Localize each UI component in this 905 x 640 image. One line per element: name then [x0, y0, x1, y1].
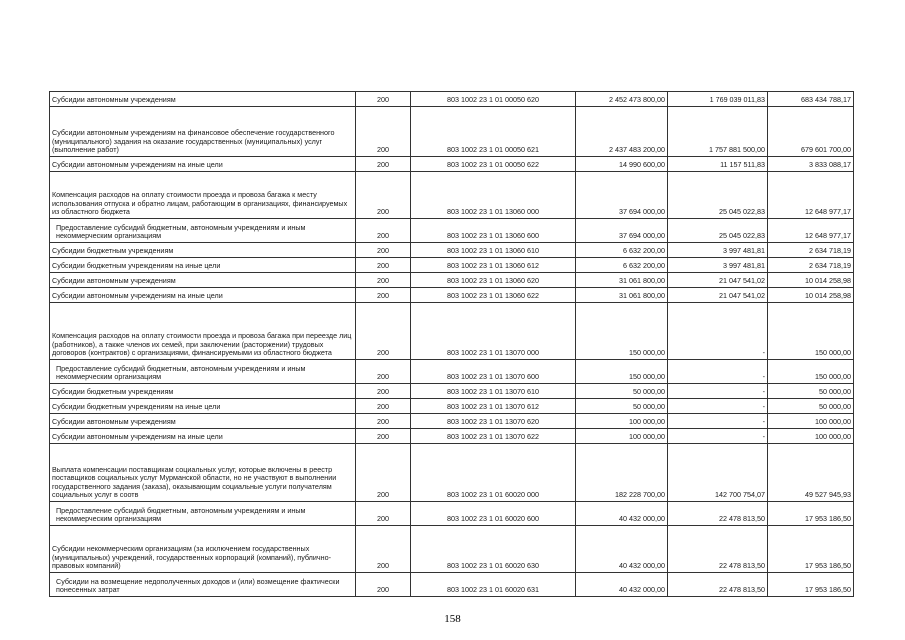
row-executed-cell: -: [668, 384, 768, 399]
row-code-cell: 200: [356, 303, 411, 360]
row-kbk-cell: 803 1002 23 1 01 13070 600: [411, 360, 576, 384]
row-unexecuted-cell: 100 000,00: [768, 414, 854, 429]
row-approved-cell: 40 432 000,00: [576, 573, 668, 597]
row-unexecuted-cell: 2 634 718,19: [768, 258, 854, 273]
row-unexecuted-cell: 17 953 186,50: [768, 526, 854, 573]
row-executed-cell: 21 047 541,02: [668, 288, 768, 303]
row-name-cell: Субсидии некоммерческим организациям (за исключением государственных (муниципальных) учреждений, государственных корпораций (компаний), публично-правовых компаний): [50, 526, 356, 573]
table-row: [50, 429, 854, 444]
row-unexecuted-cell: 50 000,00: [768, 399, 854, 414]
row-name-cell: Субсидии автономным учреждениям на финансовое обеспечение государственного (муниципального) задания на оказание государственных (муниципальных) услуг (выполнение работ): [50, 107, 356, 157]
row-name-cell: Субсидии автономным учреждениям: [50, 414, 356, 429]
row-executed-cell: 25 045 022,83: [668, 172, 768, 219]
row-kbk-cell: 803 1002 23 1 01 13070 612: [411, 399, 576, 414]
row-kbk-cell: 803 1002 23 1 01 60020 631: [411, 573, 576, 597]
row-kbk-cell: 803 1002 23 1 01 13070 610: [411, 384, 576, 399]
row-unexecuted-cell: 150 000,00: [768, 303, 854, 360]
row-approved-cell: 100 000,00: [576, 414, 668, 429]
row-unexecuted-cell: 10 014 258,98: [768, 273, 854, 288]
table-row: [50, 243, 854, 258]
row-executed-cell: 22 478 813,50: [668, 502, 768, 526]
row-name-cell: Субсидии автономным учреждениям на иные цели: [50, 157, 356, 172]
row-executed-cell: 22 478 813,50: [668, 526, 768, 573]
table-row: [50, 172, 854, 219]
table-row: [50, 384, 854, 399]
row-approved-cell: 2 437 483 200,00: [576, 107, 668, 157]
row-executed-cell: 3 997 481,81: [668, 258, 768, 273]
budget-table-body: [50, 92, 854, 597]
budget-table: [49, 91, 854, 597]
row-kbk-cell: 803 1002 23 1 01 13060 612: [411, 258, 576, 273]
table-row: [50, 444, 854, 502]
row-code-cell: 200: [356, 429, 411, 444]
table-row: [50, 414, 854, 429]
row-approved-cell: 182 228 700,00: [576, 444, 668, 502]
row-kbk-cell: 803 1002 23 1 01 60020 000: [411, 444, 576, 502]
row-code-cell: 200: [356, 219, 411, 243]
table-row: [50, 502, 854, 526]
row-kbk-cell: 803 1002 23 1 01 13070 000: [411, 303, 576, 360]
row-executed-cell: 22 478 813,50: [668, 573, 768, 597]
row-name-cell: Выплата компенсации поставщикам социальных услуг, которые включены в реестр поставщиков социальных услуг Мурманской области, но не участвуют в выполнении государственного задания (заказа), оказывающим социальные услуги получателям социальных услуг в соотв: [50, 444, 356, 502]
row-code-cell: 200: [356, 384, 411, 399]
row-executed-cell: -: [668, 414, 768, 429]
row-kbk-cell: 803 1002 23 1 01 13070 622: [411, 429, 576, 444]
row-unexecuted-cell: 12 648 977,17: [768, 172, 854, 219]
row-approved-cell: 50 000,00: [576, 399, 668, 414]
row-code-cell: 200: [356, 288, 411, 303]
row-name-cell: Субсидии бюджетным учреждениям: [50, 243, 356, 258]
row-executed-cell: 1 769 039 011,83: [668, 92, 768, 107]
row-approved-cell: 150 000,00: [576, 303, 668, 360]
row-kbk-cell: 803 1002 23 1 01 13060 600: [411, 219, 576, 243]
row-code-cell: 200: [356, 273, 411, 288]
table-row: [50, 107, 854, 157]
row-approved-cell: 14 990 600,00: [576, 157, 668, 172]
row-unexecuted-cell: 12 648 977,17: [768, 219, 854, 243]
row-code-cell: 200: [356, 414, 411, 429]
row-name-cell: Субсидии автономным учреждениям: [50, 92, 356, 107]
page-number: 158: [444, 613, 461, 625]
table-row: [50, 360, 854, 384]
row-kbk-cell: 803 1002 23 1 01 60020 600: [411, 502, 576, 526]
row-approved-cell: 37 694 000,00: [576, 219, 668, 243]
row-unexecuted-cell: 679 601 700,00: [768, 107, 854, 157]
row-executed-cell: 11 157 511,83: [668, 157, 768, 172]
row-code-cell: 200: [356, 573, 411, 597]
table-row: [50, 303, 854, 360]
row-approved-cell: 37 694 000,00: [576, 172, 668, 219]
table-row: [50, 273, 854, 288]
row-unexecuted-cell: 50 000,00: [768, 384, 854, 399]
row-code-cell: 200: [356, 258, 411, 273]
row-name-cell: Предоставление субсидий бюджетным, автономным учреждениям и иным некоммерческим организациям: [50, 360, 356, 384]
row-code-cell: 200: [356, 444, 411, 502]
row-kbk-cell: 803 1002 23 1 01 60020 630: [411, 526, 576, 573]
row-approved-cell: 150 000,00: [576, 360, 668, 384]
row-unexecuted-cell: 2 634 718,19: [768, 243, 854, 258]
row-approved-cell: 6 632 200,00: [576, 243, 668, 258]
row-approved-cell: 100 000,00: [576, 429, 668, 444]
row-code-cell: 200: [356, 107, 411, 157]
row-kbk-cell: 803 1002 23 1 01 13060 620: [411, 273, 576, 288]
row-kbk-cell: 803 1002 23 1 01 13060 000: [411, 172, 576, 219]
row-approved-cell: 6 632 200,00: [576, 258, 668, 273]
row-executed-cell: 1 757 881 500,00: [668, 107, 768, 157]
row-name-cell: Предоставление субсидий бюджетным, автономным учреждениям и иным некоммерческим организациям: [50, 219, 356, 243]
row-name-cell: Субсидии бюджетным учреждениям на иные цели: [50, 399, 356, 414]
row-kbk-cell: 803 1002 23 1 01 13070 620: [411, 414, 576, 429]
row-kbk-cell: 803 1002 23 1 01 00050 622: [411, 157, 576, 172]
row-kbk-cell: 803 1002 23 1 01 13060 610: [411, 243, 576, 258]
row-unexecuted-cell: 17 953 186,50: [768, 573, 854, 597]
row-name-cell: Компенсация расходов на оплату стоимости проезда и провоза багажа при переезде лиц (работников), а также членов их семей, при заключении (расторжении) трудовых договоров (контрактов) с организациями, финансируемыми из областного бюджета: [50, 303, 356, 360]
row-unexecuted-cell: 3 833 088,17: [768, 157, 854, 172]
row-approved-cell: 31 061 800,00: [576, 288, 668, 303]
row-unexecuted-cell: 17 953 186,50: [768, 502, 854, 526]
row-name-cell: Компенсация расходов на оплату стоимости проезда и провоза багажа к месту использования отпуска и обратно лицам, работающим в организациях, финансируемых из областного бюджета: [50, 172, 356, 219]
row-name-cell: Субсидии бюджетным учреждениям на иные цели: [50, 258, 356, 273]
row-unexecuted-cell: 150 000,00: [768, 360, 854, 384]
row-approved-cell: 50 000,00: [576, 384, 668, 399]
table-row: [50, 157, 854, 172]
row-code-cell: 200: [356, 243, 411, 258]
row-executed-cell: 21 047 541,02: [668, 273, 768, 288]
row-kbk-cell: 803 1002 23 1 01 00050 620: [411, 92, 576, 107]
row-code-cell: 200: [356, 92, 411, 107]
row-code-cell: 200: [356, 157, 411, 172]
row-code-cell: 200: [356, 399, 411, 414]
table-row: [50, 399, 854, 414]
row-name-cell: Предоставление субсидий бюджетным, автономным учреждениям и иным некоммерческим организациям: [50, 502, 356, 526]
table-row: [50, 288, 854, 303]
row-name-cell: Субсидии бюджетным учреждениям: [50, 384, 356, 399]
row-unexecuted-cell: 100 000,00: [768, 429, 854, 444]
row-executed-cell: -: [668, 399, 768, 414]
row-executed-cell: 142 700 754,07: [668, 444, 768, 502]
row-executed-cell: -: [668, 429, 768, 444]
table-row: [50, 92, 854, 107]
row-name-cell: Субсидии на возмещение недополученных доходов и (или) возмещение фактически понесенных затрат: [50, 573, 356, 597]
row-approved-cell: 31 061 800,00: [576, 273, 668, 288]
row-unexecuted-cell: 683 434 788,17: [768, 92, 854, 107]
row-approved-cell: 40 432 000,00: [576, 502, 668, 526]
table-row: [50, 219, 854, 243]
table-row: [50, 573, 854, 597]
row-executed-cell: 25 045 022,83: [668, 219, 768, 243]
row-executed-cell: 3 997 481,81: [668, 243, 768, 258]
row-executed-cell: -: [668, 303, 768, 360]
row-kbk-cell: 803 1002 23 1 01 00050 621: [411, 107, 576, 157]
row-approved-cell: 40 432 000,00: [576, 526, 668, 573]
row-name-cell: Субсидии автономным учреждениям на иные цели: [50, 429, 356, 444]
row-name-cell: Субсидии автономным учреждениям на иные цели: [50, 288, 356, 303]
table-row: [50, 258, 854, 273]
table-row: [50, 526, 854, 573]
row-approved-cell: 2 452 473 800,00: [576, 92, 668, 107]
row-unexecuted-cell: 49 527 945,93: [768, 444, 854, 502]
row-name-cell: Субсидии автономным учреждениям: [50, 273, 356, 288]
row-unexecuted-cell: 10 014 258,98: [768, 288, 854, 303]
row-code-cell: 200: [356, 502, 411, 526]
row-code-cell: 200: [356, 172, 411, 219]
row-kbk-cell: 803 1002 23 1 01 13060 622: [411, 288, 576, 303]
row-code-cell: 200: [356, 360, 411, 384]
row-executed-cell: -: [668, 360, 768, 384]
row-code-cell: 200: [356, 526, 411, 573]
